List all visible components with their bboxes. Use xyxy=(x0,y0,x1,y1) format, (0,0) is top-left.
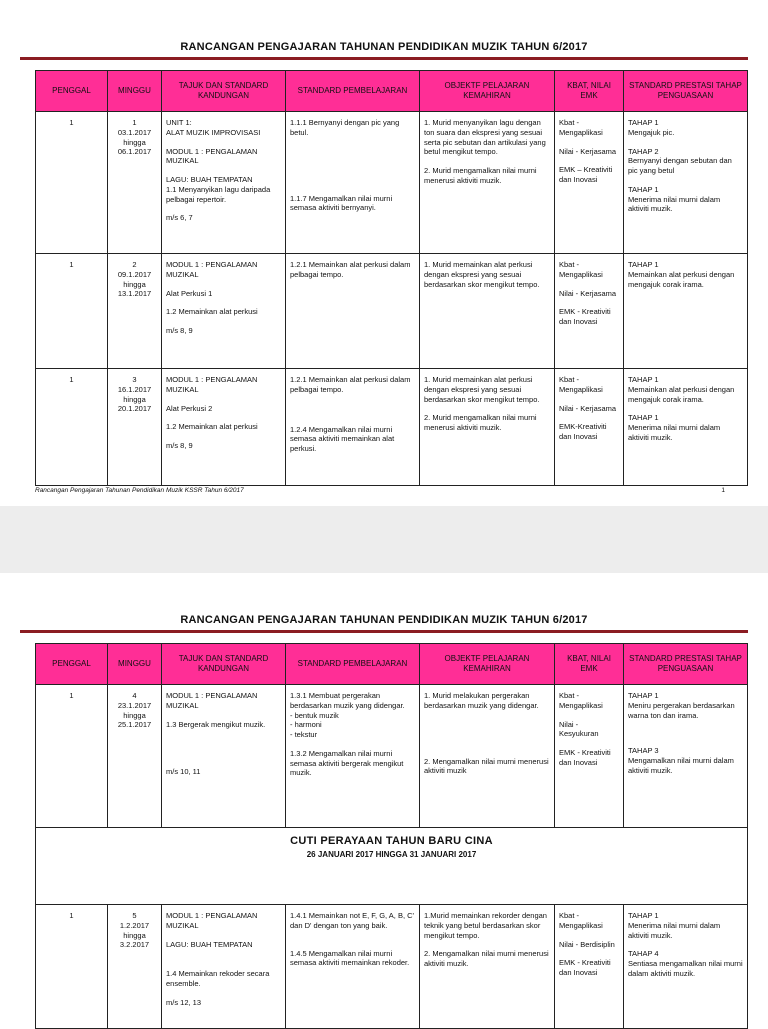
header-penggal: PENGGAL xyxy=(36,644,108,685)
kbat-text: Nilai - Kesyukuran xyxy=(559,719,599,739)
tajuk-text: m/s 6, 7 xyxy=(166,213,193,223)
holiday-dates: 26 JANUARI 2017 HINGGA 31 JANUARI 2017 xyxy=(306,850,477,860)
cell-tajuk xyxy=(162,905,286,1029)
header-standard-prestasi: STANDARD PRESTASI TAHAP PENGUASAAN xyxy=(624,71,748,112)
header-penggal: PENGGAL xyxy=(36,71,108,112)
cell-prestasi xyxy=(624,112,748,254)
prestasi-text: TAHAP 1 Menerima nilai murni dalam aktiviti muzik. xyxy=(628,184,721,214)
tajuk-text: 1.2 Memainkan alat perkusi xyxy=(166,422,258,432)
tajuk-text: 1.4 Memainkan rekoder secara ensemble. xyxy=(166,969,270,988)
tajuk-text: m/s 8, 9 xyxy=(166,326,193,335)
prestasi-text: TAHAP 2 Bernyanyi dengan sebutan dan pic yang betul xyxy=(628,146,732,175)
cell-standard-pembelajaran xyxy=(286,254,420,369)
cell-prestasi xyxy=(624,369,748,486)
obj-text: 2. Murid mengamalkan nilai murni menerusi aktiviti muzik. xyxy=(424,166,537,185)
sp-text: 1.3.1 Membuat pergerakan berdasarkan muzik yang didengar. - bentuk muzik - harmoni - tekstur xyxy=(290,691,405,739)
tajuk-text: MODUL 1 : PENGALAMAN MUZIKAL xyxy=(166,260,258,279)
prestasi-text: TAHAP 4 Sentiasa mengamalkan nilai murni dalam aktiviti muzik. xyxy=(628,949,743,978)
cell-objektif xyxy=(420,254,555,369)
table-row xyxy=(36,112,748,254)
kbat-text: Nilai - Kerjasama xyxy=(559,146,617,156)
header-standard-prestasi: STANDARD PRESTASI TAHAP PENGUASAAN xyxy=(624,644,748,685)
prestasi-text: TAHAP 1 Memainkan alat perkusi dengan mengajuk corak irama. xyxy=(628,375,735,404)
obj-text: 1. Murid memainkan alat perkusi dengan ekspresi yang sesuai berdasarkan skor mengikut tempo. xyxy=(424,260,540,289)
tajuk-text: m/s 10, 11 xyxy=(166,767,201,777)
prestasi-text: TAHAP 1 Menerima nilai murni dalam aktiviti muzik. xyxy=(628,413,721,442)
cell-prestasi xyxy=(624,254,748,369)
tajuk-text: m/s 12, 13 xyxy=(166,997,202,1007)
kbat-text: EMK - Kreativiti dan Inovasi xyxy=(559,958,611,977)
header-tajuk: TAJUK DAN STANDARD KANDUNGAN xyxy=(162,644,286,685)
obj-text: 1. Murid menyanyikan lagu dengan ton suara dan ekspresi yang sesuai serta pic sebutan dan artikulasi yang betul mengikut tempo. xyxy=(424,118,546,157)
page-gap xyxy=(0,506,768,573)
kbat-text: EMK - Kreativiti dan Inovasi xyxy=(559,748,611,767)
header-minggu: MINGGU xyxy=(108,71,162,112)
footer-text: Rancangan Pengajaran Tahunan Pendidikan Muzik KSSR Tahun 6/2017 xyxy=(35,487,244,494)
header-kbat: KBAT, NILAI EMK xyxy=(555,644,624,685)
cell-penggal xyxy=(36,112,108,254)
cell-penggal xyxy=(36,254,108,369)
obj-text: 1.Murid memainkan rekorder dengan teknik yang betul berdasarkan skor mengikut tempo. xyxy=(424,911,547,940)
page-number: 1 xyxy=(721,487,725,494)
prestasi-text: TAHAP 3 Mengamalkan nilai murni dalam aktiviti muzik. xyxy=(628,746,734,775)
table-row xyxy=(36,685,748,828)
prestasi-text: TAHAP 1 Memainkan alat perkusi dengan mengajuk corak irama. xyxy=(628,260,735,289)
doc-title: RANCANGAN PENGAJARAN TAHUNAN PENDIDIKAN MUZIK TAHUN 6/2017 xyxy=(180,614,588,626)
kbat-text: Kbat - Mengaplikasi xyxy=(559,911,603,930)
tajuk-text: 1.2 Memainkan alat perkusi xyxy=(166,307,258,317)
penggal-text: 1 xyxy=(69,118,74,127)
penggal-text: 1 xyxy=(69,260,74,269)
kbat-text: Kbat - Mengaplikasi xyxy=(559,375,603,394)
kbat-text: Kbat - Mengaplikasi xyxy=(559,691,603,710)
title-rule xyxy=(20,630,748,633)
prestasi-text: TAHAP 1 Mengajuk pic. xyxy=(628,118,675,137)
minggu-text: 5 1.2.2017 hingga 3.2.2017 xyxy=(119,911,150,950)
cell-penggal xyxy=(36,905,108,1029)
cell-objektif xyxy=(420,685,555,828)
cell-tajuk xyxy=(162,112,286,254)
kbat-text: Nilai - Kerjasama xyxy=(559,288,617,298)
penggal-text: 1 xyxy=(69,911,74,920)
minggu-text: 1 03.1.2017 hingga 06.1.2017 xyxy=(117,118,152,157)
obj-text: 2. Mengamalkan nilai murni menerusi aktiviti muzik. xyxy=(424,949,549,968)
header-tajuk: TAJUK DAN STANDARD KANDUNGAN xyxy=(162,71,286,112)
tajuk-text: m/s 8, 9 xyxy=(166,441,193,450)
cell-tajuk xyxy=(162,369,286,486)
sp-text: 1.1.1 Bernyanyi dengan pic yang betul. xyxy=(290,118,400,137)
holiday-title: CUTI PERAYAAN TAHUN BARU CINA xyxy=(290,835,493,847)
tajuk-text: LAGU: BUAH TEMPATAN 1.1 Menyanyikan lagu daripada pelbagai repertoir. xyxy=(166,175,271,204)
obj-text: 2. Murid mengamalkan nilai murni menerusi aktiviti muzik. xyxy=(424,413,537,432)
tajuk-text: MODUL 1 : PENGALAMAN MUZIKAL xyxy=(166,691,258,710)
doc-title: RANCANGAN PENGAJARAN TAHUNAN PENDIDIKAN MUZIK TAHUN 6/2017 xyxy=(180,41,588,53)
prestasi-text: TAHAP 1 Menerima nilai murni dalam aktiviti muzik. xyxy=(628,911,721,940)
plan-table-page-1 xyxy=(35,70,748,486)
cell-minggu xyxy=(108,112,162,254)
tajuk-text: 1.3 Bergerak mengikut muzik. xyxy=(166,719,266,729)
cell-kbat xyxy=(555,685,624,828)
holiday-cell xyxy=(36,828,748,905)
cell-prestasi xyxy=(624,685,748,828)
header-minggu: MINGGU xyxy=(108,644,162,685)
minggu-text: 4 23.1.2017 hingga 25.1.2017 xyxy=(117,691,152,730)
cell-tajuk xyxy=(162,254,286,369)
table-row xyxy=(36,369,748,486)
sp-text: 1.1.7 Mengamalkan nilai murni semasa aktiviti bernyanyi. xyxy=(290,193,393,213)
header-row xyxy=(36,71,748,112)
sp-text: 1.2.1 Memainkan alat perkusi dalam pelbagai tempo. xyxy=(290,260,411,279)
kbat-text: Kbat - Mengaplikasi xyxy=(559,118,603,137)
cell-tajuk xyxy=(162,685,286,828)
prestasi-text: TAHAP 1 Meniru pergerakan berdasarkan warna ton dan irama. xyxy=(628,691,735,720)
cell-kbat xyxy=(555,905,624,1029)
cell-kbat xyxy=(555,254,624,369)
tajuk-text: MODUL 1 : PENGALAMAN MUZIKAL xyxy=(166,146,258,166)
tajuk-text: LAGU: BUAH TEMPATAN xyxy=(166,939,253,949)
tajuk-text: Alat Perkusi 1 xyxy=(166,288,213,298)
obj-text: 1. Murid melakukan pergerakan berdasarkan muzik yang didengar. xyxy=(424,691,539,710)
kbat-text: EMK - Kreativiti dan Inovasi xyxy=(559,307,611,326)
table-row xyxy=(36,254,748,369)
sp-text: 1.2.1 Memainkan alat perkusi dalam pelbagai tempo. xyxy=(290,375,411,394)
title-rule xyxy=(20,57,748,60)
kbat-text: EMK-Kreativiti dan Inovasi xyxy=(559,422,607,441)
sp-text: 1.4.1 Memainkan not E, F, G, A, B, C' dan D' dengan ton yang baik. xyxy=(290,911,414,930)
cell-objektif xyxy=(420,369,555,486)
cell-standard-pembelajaran xyxy=(286,905,420,1029)
penggal-text: 1 xyxy=(69,375,74,384)
page-footer xyxy=(35,487,747,494)
minggu-text: 3 16.1.2017 hingga 20.1.2017 xyxy=(117,375,152,414)
sp-text: 1.4.5 Mengamalkan nilai murni semasa aktiviti memainkan rekoder. xyxy=(290,948,410,968)
kbat-text: Kbat - Mengaplikasi xyxy=(559,260,603,279)
plan-table-page-2 xyxy=(35,643,748,1029)
kbat-text: Nilai - Kerjasama xyxy=(559,403,617,413)
sp-text: 1.3.2 Mengamalkan nilai murni semasa aktiviti bergerak mengikut muzik. xyxy=(290,748,404,778)
tajuk-text: Alat Perkusi 2 xyxy=(166,403,213,413)
header-row xyxy=(36,644,748,685)
obj-text: 2. Mengamalkan nilai murni menerusi aktiviti muzik xyxy=(424,756,549,776)
sp-text: 1.2.4 Mengamalkan nilai murni semasa aktiviti memainkan alat perkusi. xyxy=(290,424,395,453)
tajuk-text: MODUL 1 : PENGALAMAN MUZIKAL xyxy=(166,375,258,394)
cell-penggal xyxy=(36,369,108,486)
cell-objektif xyxy=(420,112,555,254)
obj-text: 1. Murid memainkan alat perkusi dengan ekspresi yang sesuai berdasarkan skor mengikut tempo. xyxy=(424,375,540,404)
cell-minggu xyxy=(108,905,162,1029)
header-standard-pembelajaran: STANDARD PEMBELAJARAN xyxy=(286,71,420,112)
cell-standard-pembelajaran xyxy=(286,369,420,486)
tajuk-text: MODUL 1 : PENGALAMAN MUZIKAL xyxy=(166,911,258,930)
cell-minggu xyxy=(108,369,162,486)
tajuk-text: UNIT 1: ALAT MUZIK IMPROVISASI xyxy=(166,118,261,137)
cell-standard-pembelajaran xyxy=(286,685,420,828)
penggal-text: 1 xyxy=(69,691,74,700)
minggu-text: 2 09.1.2017 hingga 13.1.2017 xyxy=(117,260,152,299)
cell-standard-pembelajaran xyxy=(286,112,420,254)
cell-objektif xyxy=(420,905,555,1029)
cell-kbat xyxy=(555,369,624,486)
cell-kbat xyxy=(555,112,624,254)
cell-penggal xyxy=(36,685,108,828)
header-objektif: OBJEKTF PELAJARAN KEMAHIRAN xyxy=(420,644,555,685)
header-objektif: OBJEKTF PELAJARAN KEMAHIRAN xyxy=(420,71,555,112)
cell-minggu xyxy=(108,254,162,369)
header-standard-pembelajaran: STANDARD PEMBELAJARAN xyxy=(286,644,420,685)
holiday-row xyxy=(36,828,748,905)
header-kbat: KBAT, NILAI EMK xyxy=(555,71,624,112)
cell-prestasi xyxy=(624,905,748,1029)
cell-minggu xyxy=(108,685,162,828)
kbat-text: Nilai - Berdisiplin xyxy=(559,939,615,949)
table-row xyxy=(36,905,748,1029)
kbat-text: EMK – Kreativiti dan Inovasi xyxy=(559,165,613,184)
